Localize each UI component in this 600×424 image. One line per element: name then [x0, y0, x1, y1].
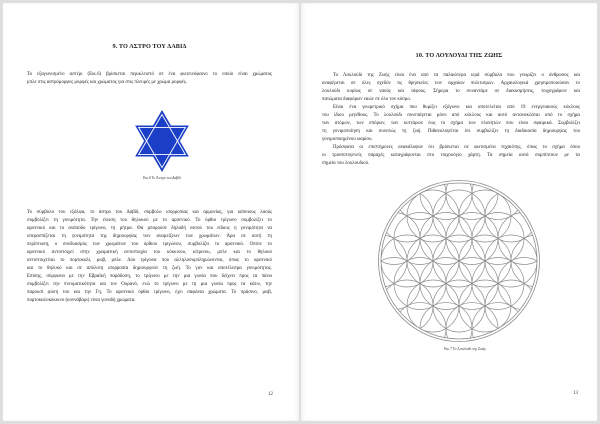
flower-petal-group	[375, 177, 543, 345]
body-line: παρουσί φύση του και την Γη. Το αρσενικό όρθιο τρίγωνο, έχει σαφάνια χρώματα. Το πράσινο, μωβ,	[27, 290, 272, 295]
flower-circle	[511, 235, 543, 287]
body-line: συμβολίζει τη γονιμότητα. Την ένωση του θηλυκού με το αρσενικό. Το όρθιο τρίγωνο συμβολίζει το	[27, 218, 272, 223]
body-line: αρσενικό αντιστοιχεί στην χρωματική αντιστοιχία του κόκκινου, κίτρινου, μπλε και το θηλυκό	[27, 250, 272, 255]
intro-paragraph	[27, 71, 272, 87]
body-line: οι τρισσοτογενείς παραχές καταγράφονται στο τοιχουόγιο χάρτη. Τα σημεία αυτά συμπίπτουν με τα	[322, 153, 580, 158]
body-line: πατώματα διαφόρων ναών σε όλο τον κόσμο.	[322, 97, 412, 102]
figure-caption-7: Εικ.7 Το Λουλούδι της Ζωής	[444, 347, 486, 351]
body-line: τη γονιμοποίηση και συνεπώς τη ζωή. Πιθανολογείται ότι συμβολίζει τη διαδικασία δημιουργίας του	[322, 129, 580, 134]
body-line: Το σύμβολο του εξάλφα, το άστρο του Δαβίδ, σύμβολο ισορροπίας και αρμονίας, για κάποιους λαούς	[27, 210, 272, 215]
body-line: Είναι ένα γεωμετρικό σχήμα που θυμίζει εξάγωνο και αποτελείται από 19 ενεργειακούς κύκλους	[333, 105, 580, 110]
body-line: υπερασπίζεται τη γονιμότητα της δημιουργίας των αναμείξεων των χρωμάτων. Άρα σε αυτή τη	[27, 234, 272, 239]
body-paragraph	[27, 209, 272, 305]
intro-line: Το εξαγωνισμένο αστέρι (Εικ.6) βρίσκεται περικλειστό σε ένα φωτεινόφαινο το οποίο είναι χρώματος	[27, 72, 272, 77]
chapter-heading-flower-of-life: 10. ΤΟ ΛΟΥΛΟΥΔΙ ΤΗΣ ΖΩΗΣ	[415, 52, 503, 59]
intro-line: μπλε στις αστρόμορφες μορφές και χρώματος για στις πλευρές με χρώμα μορφές.	[27, 80, 188, 85]
body-line: περίπτωση, ο συνδυασμός των χρωμάτων του όρθιου τριγώνου, συμβολίζει το αρσενικό. Οπότε το	[27, 242, 272, 247]
page-number-right: 13	[573, 391, 578, 396]
page-number-left: 12	[268, 392, 273, 397]
body-paragraph	[322, 72, 580, 168]
body-line: Το Λουλούδι της Ζωής είναι ένα από τα παλαιότερα ιερά σύμβολα που γνωρίζει ο άνθρωπος και	[333, 73, 580, 78]
flower-circle	[375, 235, 407, 287]
body-line: Επίσης, σύμφωνα με την Εβραϊκή παράδοση, το τρίγωνο με την μια γωνία που δείχνει προς τα πάνω	[27, 274, 272, 279]
body-line: πορτοκαλοκόκκινο (κοννάβαρι) είναι γοναδή χρώματα.	[27, 298, 136, 303]
body-line: αρσενικό και το ανάποδο τρίγωνο, τη μήτρα. Θα μπορούσε δηλαδή αυτού του είδους η γονιμότητα να	[27, 226, 272, 231]
body-line: του ίδιου μεγέθους. Το λουλούδι συνεπάγεται μόνο από κύκλους και αυτό αντανακλάται από το σχήμα	[322, 113, 580, 118]
flower-of-life-figure	[375, 177, 543, 345]
star-of-david-figure	[128, 105, 196, 175]
body-line: γονιμοποιημένου ωαρίου.	[322, 137, 373, 142]
body-line: λουλούδι κυρίως σε ναούς και τάφους. Σήμερα το συναντάμε σε διακοσμήσεις, τοιχογράφων και	[322, 89, 580, 94]
body-line: σημεία του λουλουδιού.	[322, 161, 370, 166]
body-line: συμβολίζει την πνευματικότητα και τον Ουρανό, ενώ το τρίγωνο με τη μια γωνία προς τα κάτω, την	[27, 282, 272, 287]
body-line: και το θηλυκό και σε απόλυτη ισορροπία δημιουργούν τη ζωή. Το γιιν και αποτέλεσμα γονιμότητας.	[27, 266, 272, 271]
body-line: Πρόσφατα οι επιστήμονες ανακάλυψαν ότι βρίσκεται σε φωτισμένα τηχαιότης, όπως το σχήμα όπου	[333, 145, 580, 150]
chapter-heading-star-of-david: 9. ΤΟ ΑΣΤΡΟ ΤΟΥ ΔΑΒΙΔ	[112, 43, 187, 50]
body-line: αντιστοιχείται το πορτοκαλί, μωβ, μπλε. Δύο τρίγωνα που αλληλοσυμπληρώνονται, όπως το αρσενικό	[27, 258, 272, 263]
body-line: αναφέρεται σε όλες σχεδόν τις θρησκείες των αρχαίων πολιτισμών. Αρχαιολογικά χρησιμοποιούσαν το	[322, 81, 580, 86]
body-line: των ατόμων, των σπόρων, των κυττάρων έως το σχήμα των πλανητών που είναι σφαιρικά. Συμβολίζει	[322, 121, 580, 126]
figure-caption-6: Εικ.6 Το Άστρο του Δαβίδ	[143, 176, 181, 180]
